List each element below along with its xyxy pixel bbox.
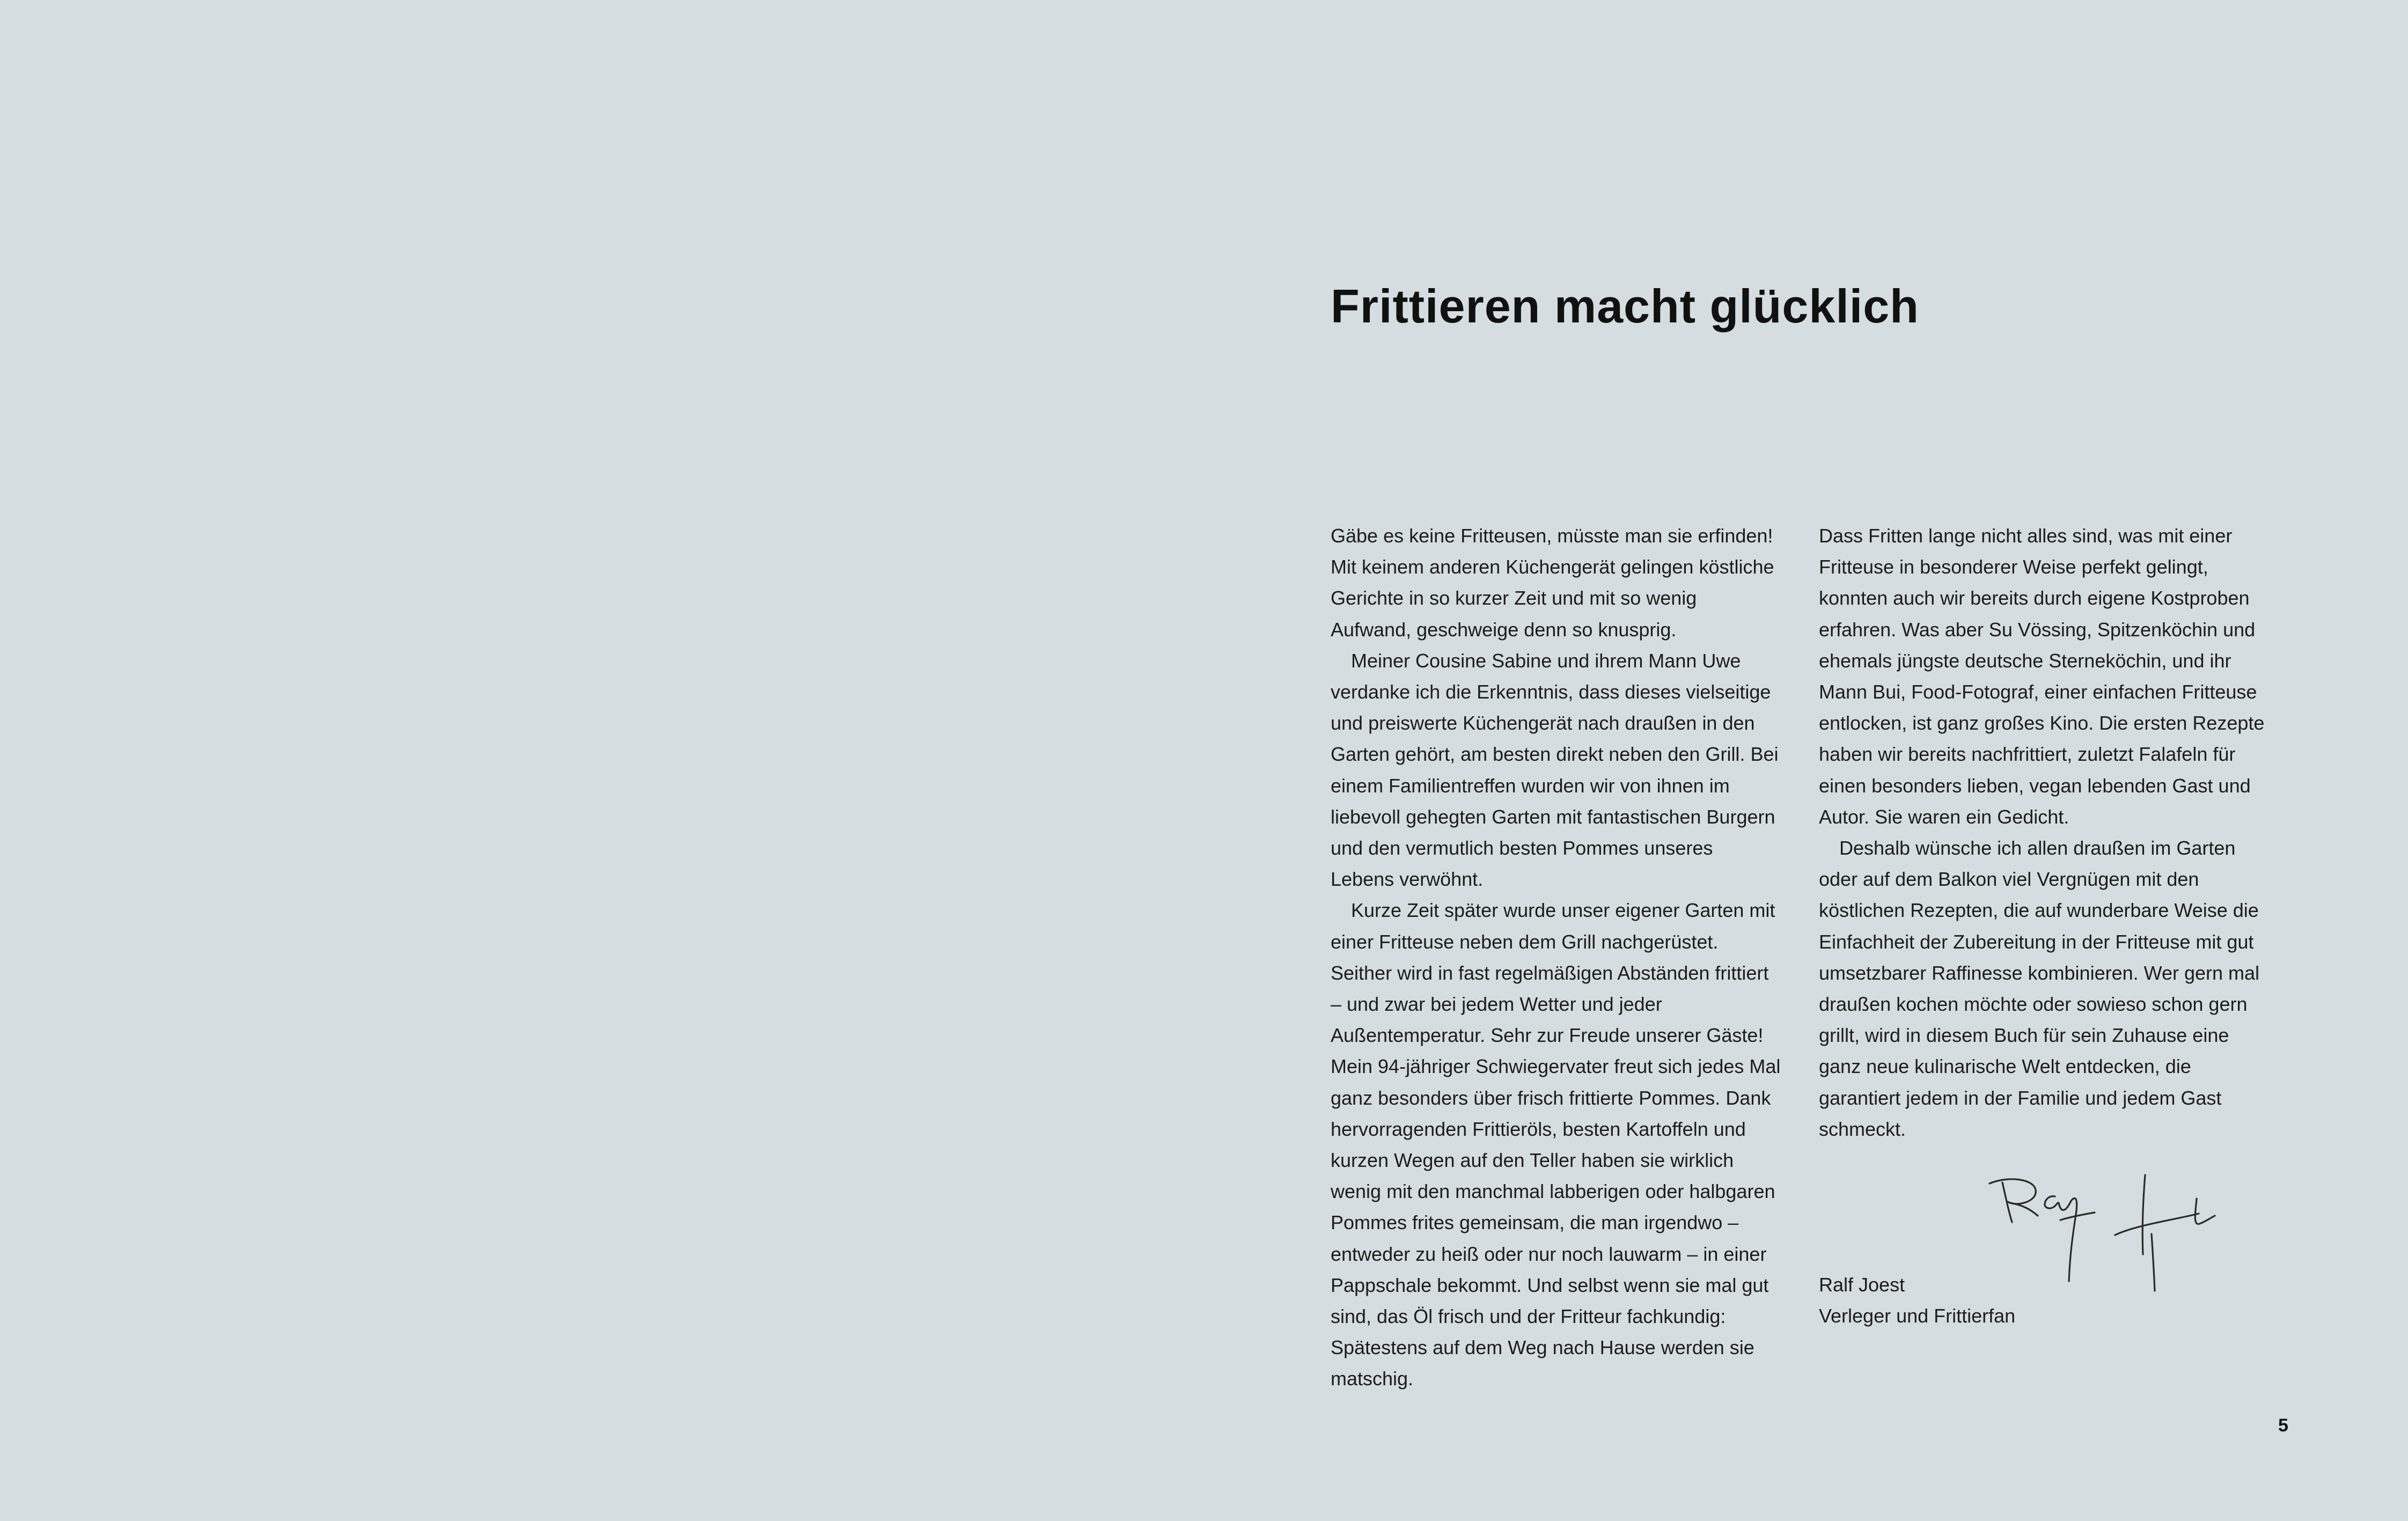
page-number: 5 (2278, 1415, 2288, 1436)
signoff (1819, 1269, 2015, 1332)
right-text-column (1819, 520, 2270, 1145)
left-text-column (1331, 520, 1781, 1395)
paragraph: Dass Fritten lange nicht alles sind, was mit einer Fritteuse in besonderer Weise perfekt gelingt, konnten auch wir bereits durch eigene Kostproben erfahren. Was aber Su Vössing, Spitzenköchin und ehemals jüngste deutsche Sterneköchin, und ihr Mann Bui, Food-Fotograf, einer einfachen Fritteuse entlocken, ist ganz großes Kino. Die ersten Rezepte haben wir bereits nachfrittiert, zuletzt Falafeln für einen besonders lieben, vegan lebenden Gast und Autor. Sie waren ein Gedicht. (1819, 525, 2265, 828)
paragraph: Gäbe es keine Fritteusen, müsste man sie erfinden! Mit keinem anderen Küchengerät gelingen köstliche Gerichte in so kurzer Zeit und mit so wenig Aufwand, geschweige denn so knusprig. (1331, 525, 1774, 641)
handwritten-signature (1974, 1164, 2275, 1304)
paragraph: Deshalb wünsche ich allen draußen im Garten oder auf dem Balkon viel Vergnügen mit den köstlichen Rezepten, die auf wunderbare Weise die Einfachheit der Zubereitung in der Fritteuse mit gut umsetzbarer Raffinesse kombinieren. Wer gern mal draußen kochen möchte oder sowieso schon gern grillt, wird in diesem Buch für sein Zuhause eine ganz neue kulinarische Welt entdecken, die garantiert jedem in der Familie und jedem Gast schmeckt. (1819, 837, 2260, 1140)
paragraph: Meiner Cousine Sabine und ihrem Mann Uwe verdanke ich die Erkenntnis, dass dieses vielseitige und preiswerte Küchengerät nach draußen in den Garten gehört, am besten direkt neben den Grill. Bei einem Familientreffen wurden wir von ihnen im liebevoll gehegten Garten mit fantastischen Burgern und den vermutlich besten Pommes unseres Lebens verwöhnt. (1331, 649, 1779, 891)
paragraph: Kurze Zeit später wurde unser eigener Garten mit einer Fritteuse neben dem Grill nachgerüstet. Seither wird in fast regelmäßigen Abständen frittiert – und zwar bei jedem Wetter und jeder Außentemperatur. Sehr zur Freude unserer Gäste! Mein 94-jähriger Schwiegervater freut sich jedes Mal ganz besonders über frisch frittierte Pommes. Dank hervorragenden Frittieröls, besten Kartoffeln und kurzen Wegen auf den Teller haben sie wirklich wenig mit den manchmal labberigen oder halbgaren Pommes frites gemeinsam, die man irgendwo – entweder zu heiß oder nur noch lauwarm – in einer Pappschale bekommt. Und selbst wenn sie mal gut sind, das Öl frisch und der Fritteur fachkundig: Spätestens auf dem Weg nach Hause werden sie matschig. (1331, 899, 1781, 1390)
page-title: Frittieren macht glücklich (1331, 280, 1919, 333)
author-role: Verleger und Frittierfan (1819, 1305, 2016, 1327)
author-name: Ralf Joest (1819, 1274, 1905, 1296)
